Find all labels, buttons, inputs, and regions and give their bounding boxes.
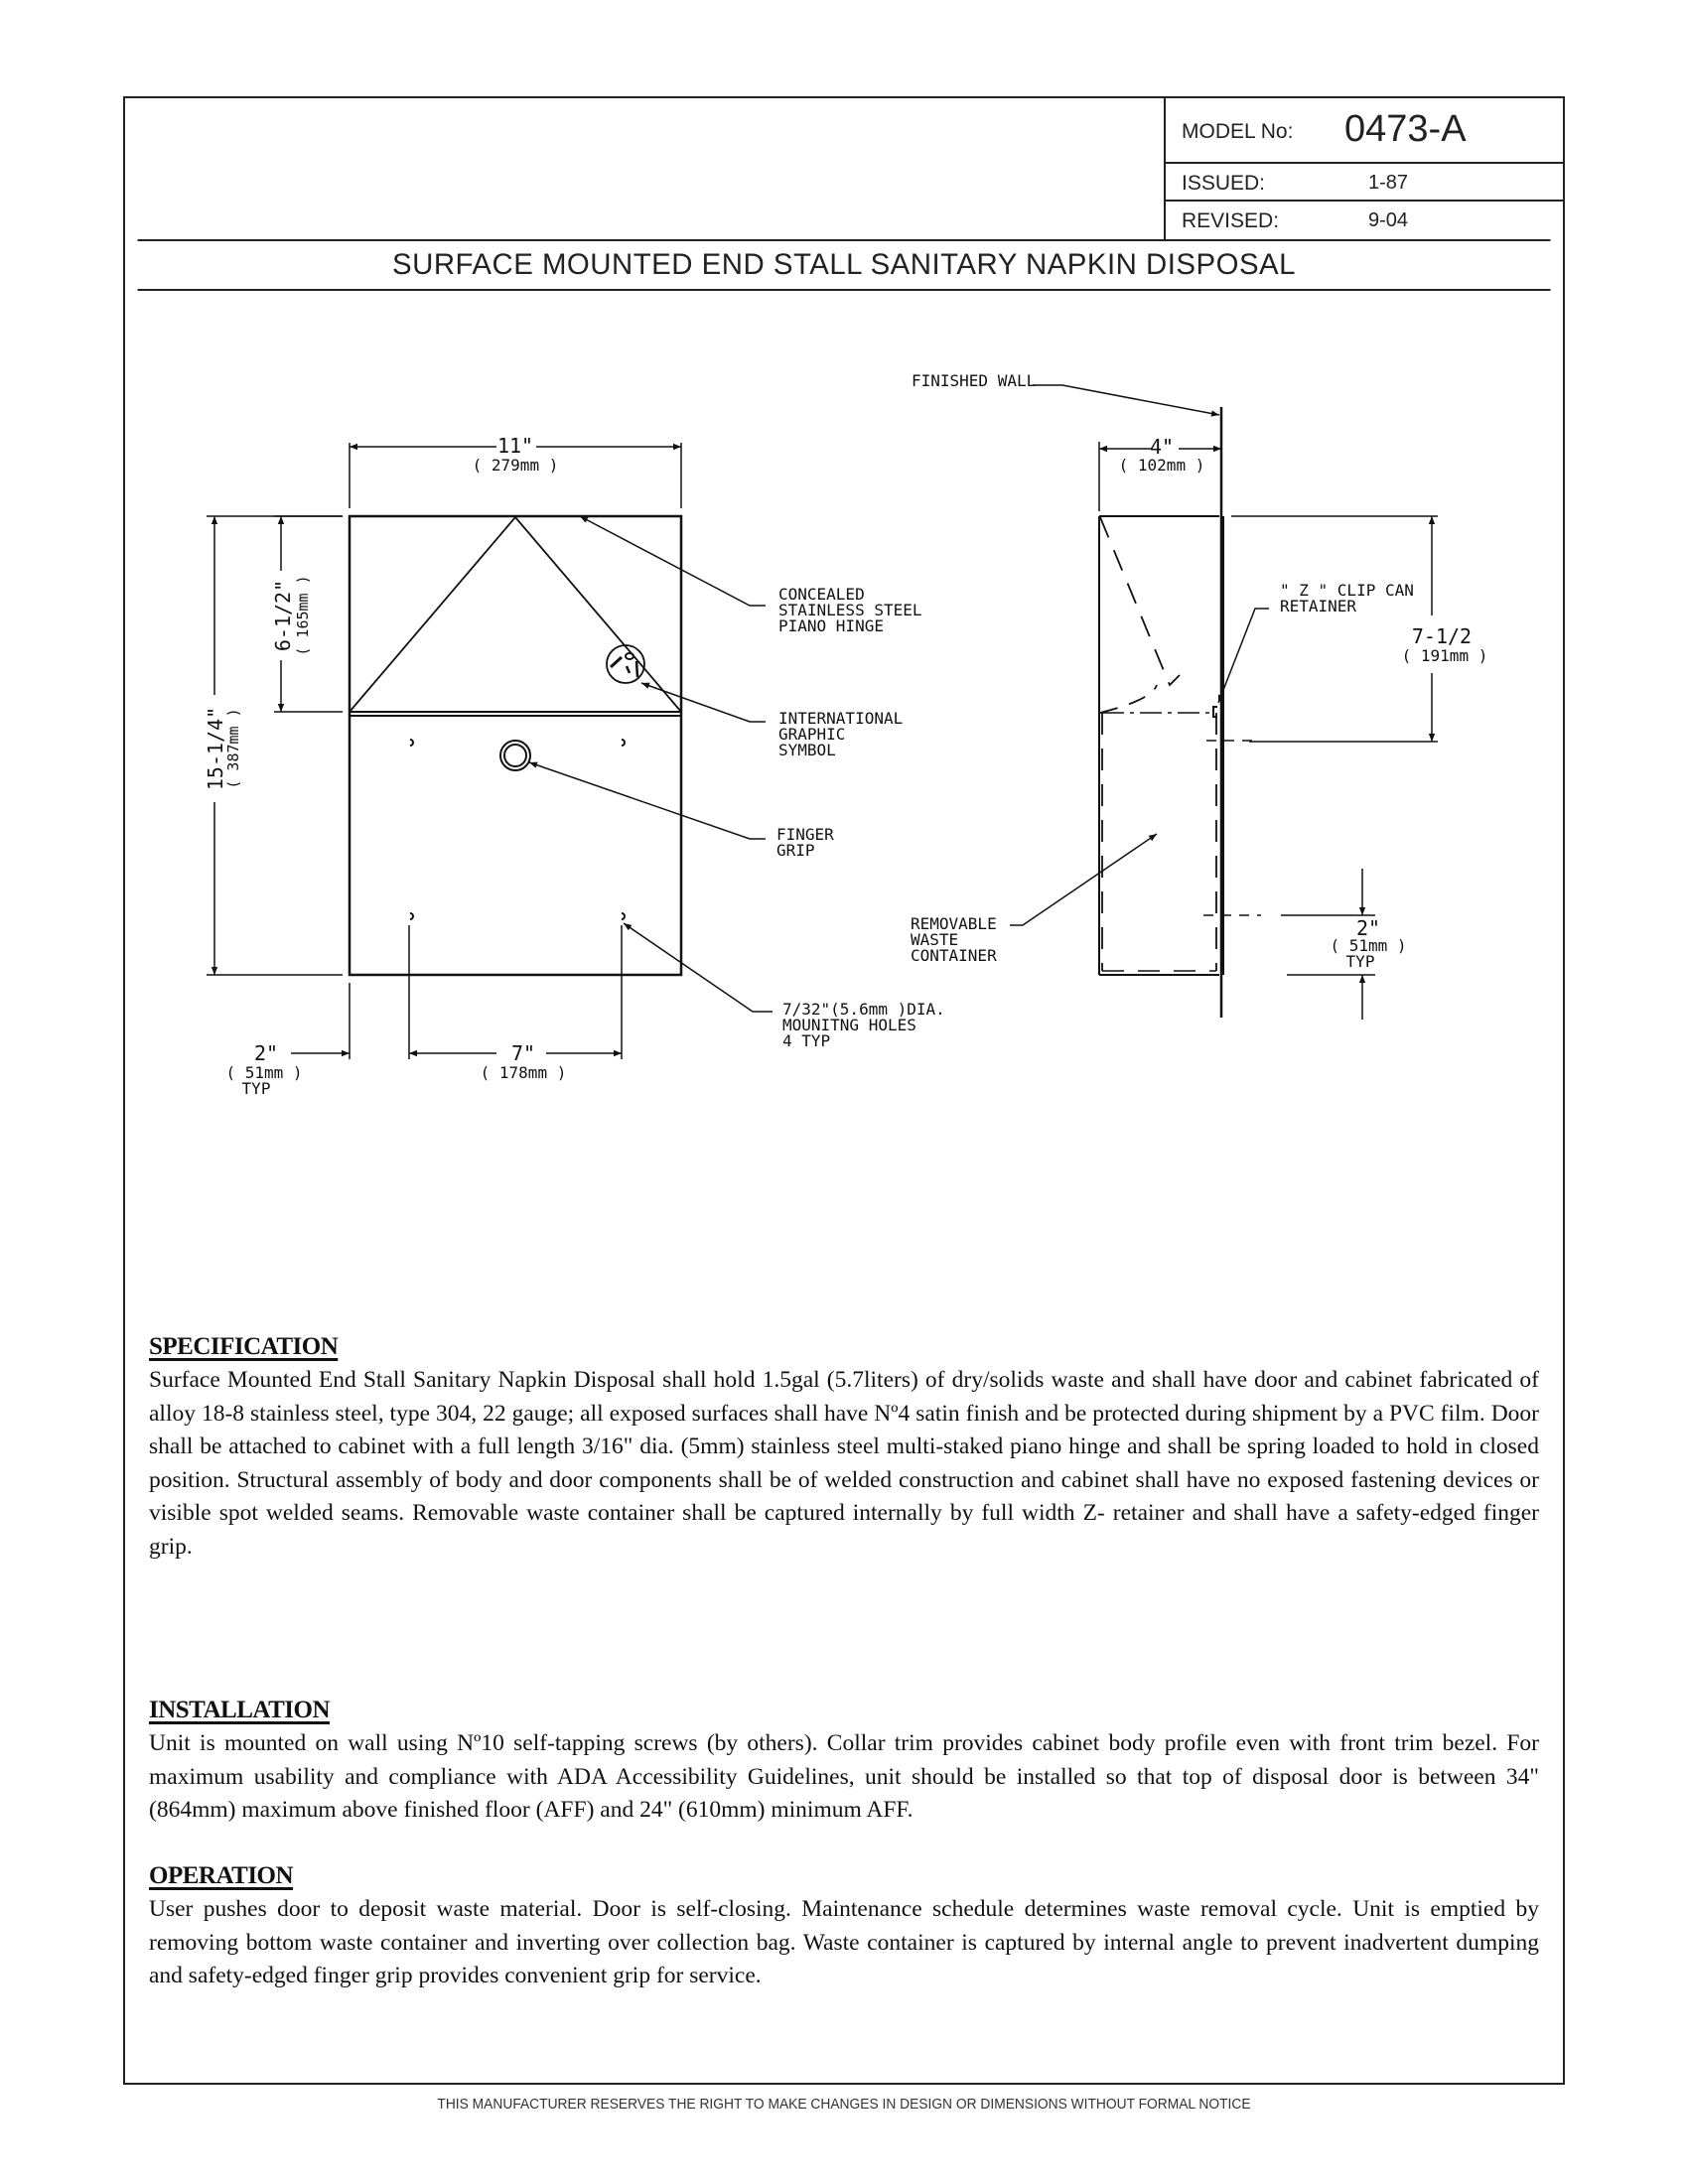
leader-z-clip (1218, 609, 1269, 703)
model-label: MODEL No: (1182, 120, 1294, 143)
dim-offset-mm: ( 51mm ) (225, 1063, 303, 1082)
operation-heading: OPERATION (149, 1862, 294, 1889)
dim-bottom-in: 2" (1355, 916, 1381, 940)
installation-text: Unit is mounted on wall using Nº10 self-tapping screws (by others). Collar trim provides cabinet body profile even with front trim bezel. For maximum usability and compliance with ADA Accessibility Guidelines, unit should be installed so that top of disposal door is between 34" (864mm) maximum above finished floor (AFF) and 24" (610mm) minimum AFF. (149, 1730, 1539, 1823)
dim-offset-in: 2" (253, 1041, 279, 1065)
specification-heading: SPECIFICATION (149, 1333, 339, 1360)
symbol-glyph-2 (627, 666, 630, 673)
issued-date: 1-87 (1368, 172, 1409, 194)
dim-width-in: 11" (496, 434, 534, 458)
callout-hinge-2: STAINLESS STEEL (778, 601, 922, 619)
dim-width-mm: ( 279mm ) (472, 456, 559, 475)
door-swing-line (1100, 517, 1180, 685)
callout-container-3: CONTAINER (911, 946, 997, 965)
dim-depth-in: 4" (1149, 435, 1175, 459)
specification-text: Surface Mounted End Stall Sanitary Napkin Disposal shall hold 1.5gal (5.7liters) of dry/solids waste and shall have door and cabinet fabricated of alloy 18-8 stainless steel, type 304, 22 gauge; all exposed surfaces shall have Nº4 satin finish and be protected during shipment by a PVC film. Door shall be attached to cabinet with a full length 3/16" dia. (5mm) stainless steel multi-staked piano hinge and shall be spring loaded to hold in closed position. Structural assembly of body and door components shall be of welded construction and cabinet shall have no exposed fastening devices or visible spot welded seams. Removable waste container shall be captured internally by full width Z- retainer and shall have a safety-edged finger grip. (149, 1367, 1539, 1560)
issued-label: ISSUED: (1182, 172, 1266, 195)
callout-symbol-3: SYMBOL (778, 741, 836, 759)
callout-container-2: WASTE (911, 930, 959, 949)
dim-holes-mm: ( 178mm ) (480, 1063, 567, 1082)
callout-zclip-1: " Z " CLIP CAN (1280, 581, 1414, 600)
callout-hinge-3: PIANO HINGE (778, 616, 884, 635)
callout-hinge-1: CONCEALED (778, 585, 865, 604)
leader-hinge (580, 516, 766, 606)
disclaimer-footer: THIS MANUFACTURER RESERVES THE RIGHT TO MAKE CHANGES IN DESIGN OR DIMENSIONS WITHOUT FORMAL NOTICE (437, 2096, 1251, 2113)
leader-grip (529, 762, 766, 839)
callout-symbol-1: INTERNATIONAL (778, 709, 904, 728)
operation-section (149, 1861, 1539, 1993)
operation-text: User pushes door to deposit waste material. Door is self-closing. Maintenance schedule determines waste removal cycle. Unit is emptied by removing bottom waste container and inverting over collection bag. Waste container is captured by internal angle to prevent inadvertent dumping and safety-edged finger grip provides convenient grip for service. (149, 1896, 1539, 1988)
callout-container-1: REMOVABLE (911, 914, 997, 933)
dim-offset-typ: TYP (241, 1079, 271, 1098)
dim-bottom-typ: TYP (1345, 952, 1375, 971)
specification-section (149, 1332, 1539, 1564)
callout-holes-1: 7/32"(5.6mm )DIA. (782, 1000, 945, 1019)
symbol-glyph (611, 657, 622, 667)
model-number: 0473-A (1344, 108, 1467, 150)
installation-section (149, 1696, 1539, 1828)
callout-grip-1: FINGER (776, 825, 834, 844)
dim-total-in: 15-1/4" (204, 706, 227, 791)
page-title: SURFACE MOUNTED END STALL SANITARY NAPKIN DISPOSAL (138, 239, 1551, 291)
dim-door-side-mm: ( 191mm ) (1401, 646, 1488, 665)
revised-date: 9-04 (1368, 209, 1409, 231)
dim-depth-mm: ( 102mm ) (1118, 456, 1205, 475)
revised-label: REVISED: (1182, 209, 1280, 232)
callout-zclip-2: RETAINER (1280, 597, 1357, 615)
dim-holes-in: 7" (510, 1041, 536, 1065)
dim-total-mm: ( 387mm ) (224, 708, 242, 789)
symbol-glyph-3 (636, 661, 637, 677)
dim-door-in: 6-1/2" (271, 579, 295, 652)
door-swing-arc (1100, 685, 1157, 713)
leader-holes (624, 923, 773, 1012)
callout-holes-2: MOUNITNG HOLES (782, 1016, 916, 1034)
label-finished-wall: FINISHED WALL (912, 371, 1037, 390)
symbol-glyph-head (626, 653, 633, 659)
callout-symbol-2: GRAPHIC (778, 725, 846, 744)
installation-heading: INSTALLATION (149, 1697, 331, 1723)
leader-wall (1033, 385, 1219, 415)
callout-holes-3: 4 TYP (782, 1031, 831, 1050)
dim-door-mm: ( 165mm ) (294, 575, 312, 656)
callout-grip-2: GRIP (776, 841, 815, 860)
finger-grip-inner (504, 745, 526, 766)
dim-door-side-in: 7-1/2 (1411, 624, 1473, 648)
leader-container (1010, 834, 1157, 925)
dim-bottom-mm: ( 51mm ) (1330, 936, 1407, 955)
